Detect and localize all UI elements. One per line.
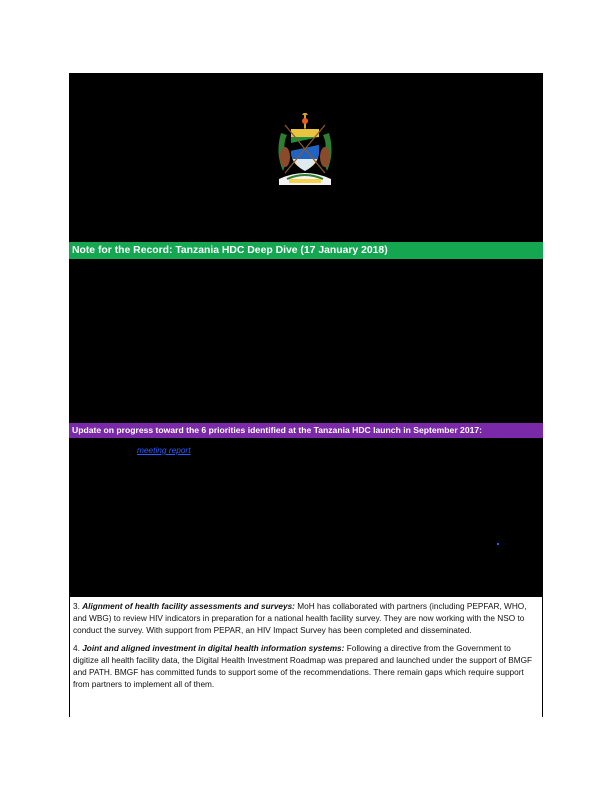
section-heading: Update on progress toward the 6 priorities identified at the Tanzania HDC launch in September 2017: bbox=[69, 423, 543, 438]
item-body: MoH has collaborated with partners (including PEPFAR, WHO, and WBG) to review HIV indicators in preparation for a national health facility survey. They are now working with the NSO to conduct the survey. With support from PEPAR, an HIV Impact Survey has been completed and disseminated. bbox=[73, 602, 527, 635]
meeting-report-link[interactable]: meeting report bbox=[137, 445, 191, 455]
item-number: 3. bbox=[73, 602, 80, 611]
items-text-area bbox=[69, 597, 543, 717]
item-title: Joint and aligned investment in digital health information systems: bbox=[82, 644, 345, 653]
item-title: Alignment of health facility assessments and surveys: bbox=[82, 602, 295, 611]
item-number: 4. bbox=[73, 644, 80, 653]
document-page bbox=[69, 73, 543, 717]
page-title: Note for the Record: Tanzania HDC Deep Dive (17 January 2018) bbox=[69, 242, 543, 259]
list-item bbox=[73, 643, 538, 691]
stray-mark bbox=[497, 543, 499, 545]
redacted-summary-block bbox=[69, 259, 543, 423]
redacted-items-block bbox=[69, 438, 543, 597]
item-body: Following a directive from the Government to digitize all health facility data, the Digital Health Investment Roadmap was prepared and launched under the support of BMGF and PATH. BMGF has committed funds to support some of the recommendations. There remain gaps which require support from partners to implement all of them. bbox=[73, 644, 533, 689]
redacted-header-block bbox=[69, 73, 543, 242]
list-item bbox=[73, 601, 538, 637]
tanzania-coat-of-arms-icon bbox=[273, 113, 337, 187]
